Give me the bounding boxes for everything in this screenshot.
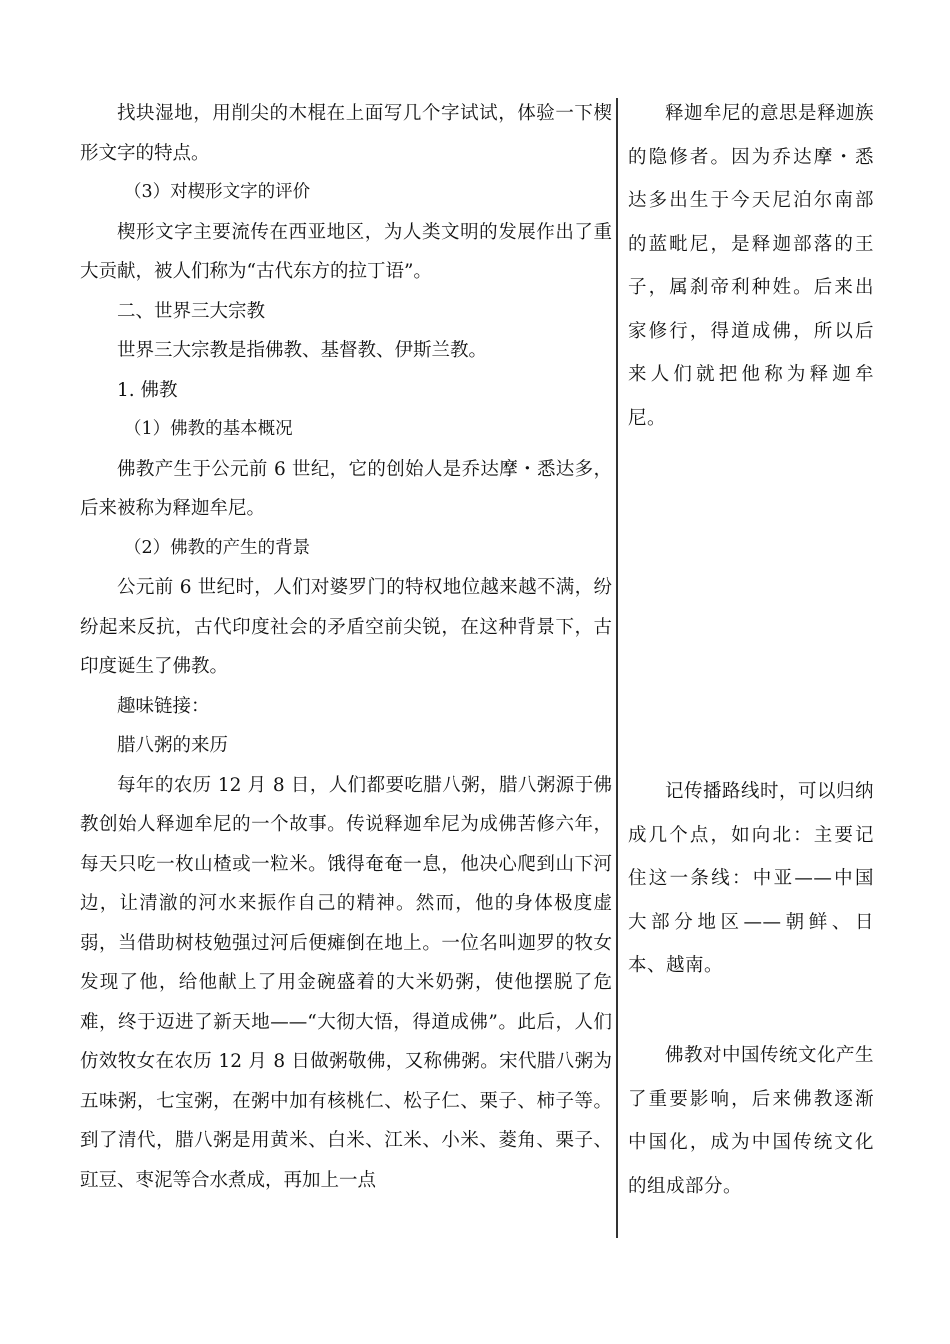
evaluation-paragraph: 楔形文字主要流传在西亚地区，为人类文明的发展作出了重大贡献，被人们称为“古代东方的拉丁语”。	[80, 221, 612, 282]
section-heading-religions: 二、世界三大宗教	[117, 300, 266, 322]
column-divider	[616, 98, 618, 1238]
religions-paragraph: 世界三大宗教是指佛教、基督教、伊斯兰教。	[117, 340, 488, 361]
main-column	[80, 94, 612, 1200]
background-paragraph: 公元前 6 世纪时，人们对婆罗门的特权地位越来越不满，纷纷起来反抗，古代印度社会的矛盾空前尖锐，在这种背景下，古印度诞生了佛教。	[80, 577, 612, 677]
side-note-1	[628, 92, 874, 440]
laba-paragraph: 每年的农历 12 月 8 日，人们都要吃腊八粥，腊八粥源于佛教创始人释迦牟尼的一个故事。传说释迦牟尼为成佛苦修六年，每天只吃一枚山楂或一粒米。饿得奄奄一息，他决心爬到山下河边，让清澈的河水来振作自己的精神。然而，他的身体极度虚弱，当借助树枝勉强过河后便瘫倒在地上。一位名叫迦罗的牧女发现了他，给他献上了用金碗盛着的大米奶粥，使他摆脱了危难，终于迈进了新天地——“大彻大悟，得道成佛”。此后，人们仿效牧女在农历 12 月 8 日做粥敬佛，又称佛粥。宋代腊八粥为五味粥，七宝粥，在粥中加有核桃仁、松子仁、栗子、柿子等。到了清代，腊八粥是用黄米、白米、江米、小米、菱角、栗子、豇豆、枣泥等合水煮成，再加上一点	[80, 774, 612, 1191]
side-note-text: 佛教对中国传统文化产生了重要影响，后来佛教逐渐中国化，成为中国传统文化的组成部分。	[628, 1045, 875, 1197]
section-heading-buddhism: 1. 佛教	[117, 379, 178, 401]
section-heading-overview: （1）佛教的基本概况	[124, 419, 293, 439]
side-note-text: 释迦牟尼的意思是释迦族的隐修者。因为乔达摩・悉达多出生于今天尼泊尔南部的蓝毗尼，是释迦部落的王子，属刹帝利种姓。后来出家修行，得道成佛，所以后来人们就把他称为释迦牟尼。	[628, 103, 875, 429]
section-heading-background: （2）佛教的产生的背景	[124, 537, 311, 558]
side-note-text: 记传播路线时，可以归纳成几个点，如向北：主要记住这一条线：中亚——中国大部分地区——朝鲜、日本、越南。	[628, 781, 875, 976]
intro-paragraph: 找块湿地，用削尖的木棍在上面写几个字试试，体验一下楔形文字的特点。	[80, 103, 612, 164]
laba-title: 腊八粥的来历	[117, 735, 229, 756]
side-note-2	[628, 770, 874, 988]
overview-paragraph: 佛教产生于公元前 6 世纪，它的创始人是乔达摩・悉达多，后来被称为释迦牟尼。	[80, 458, 612, 519]
side-note-3	[628, 1034, 874, 1208]
fun-link-heading: 趣味链接：	[117, 695, 210, 717]
section-heading-evaluation: （3）对楔形文字的评价	[124, 182, 311, 202]
